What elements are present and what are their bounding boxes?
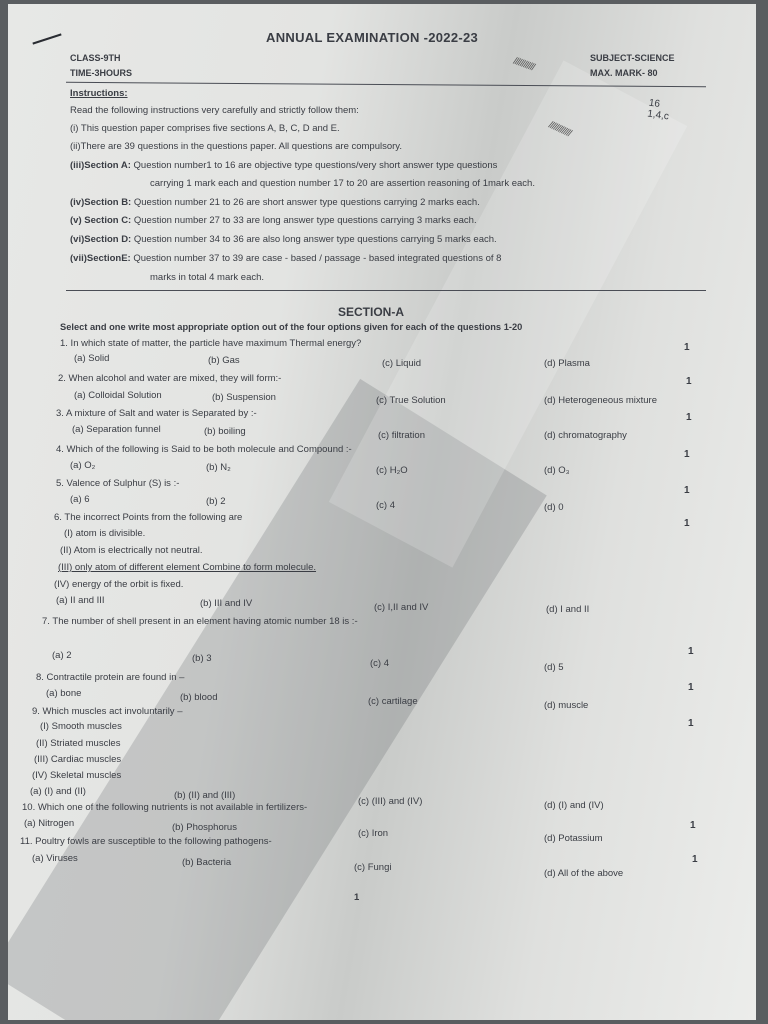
option-a: (a) 2 — [52, 650, 72, 661]
option-c: (c) H₂O — [376, 465, 408, 476]
question-1: 1. In which state of matter, the particle have maximum Thermal energy? — [60, 338, 362, 349]
option-a: (a) O₂ — [70, 460, 96, 471]
tick-marks-2: ///////////// — [546, 119, 573, 140]
question-5: 5. Valence of Sulphur (S) is :- — [56, 478, 180, 489]
option-d: (d) O₃ — [544, 465, 570, 476]
statement: (IV) energy of the orbit is fixed. — [54, 579, 184, 590]
option-c: (c) 4 — [370, 658, 389, 669]
option-b: (b) blood — [180, 692, 218, 703]
question-6: 6. The incorrect Points from the following are — [54, 512, 243, 523]
question-7: 7. The number of shell present in an element having atomic number 18 is :- — [42, 616, 358, 627]
option-d: (d) muscle — [544, 700, 589, 711]
marks-8: 1 — [688, 682, 694, 693]
photo-shadow — [8, 379, 547, 1020]
option-b: (b) Gas — [208, 355, 240, 366]
instructions-heading: Instructions: — [70, 88, 128, 99]
margin-note: 16 1,4,c — [646, 97, 670, 123]
instruction-item: (vii)SectionE: Question number 37 to 39 are case - based / passage - based integrated questions of 8 — [70, 253, 502, 264]
statement: (II) Striated muscles — [36, 738, 121, 749]
option-d: (d) 5 — [544, 662, 564, 673]
subject-label: SUBJECT-SCIENCE — [590, 53, 675, 63]
option-a: (a) Colloidal Solution — [74, 390, 162, 401]
section-directive: Select and one write most appropriate option out of the four options given for each of the questions 1-20 — [60, 322, 523, 332]
question-4: 4. Which of the following is Said to be both molecule and Compound :- — [56, 444, 352, 455]
option-c: (c) Iron — [358, 828, 389, 839]
statement: (III) only atom of different element Combine to form molecule. — [58, 562, 317, 573]
statement: (IV) Skeletal muscles — [32, 770, 122, 781]
option-a: (a) Solid — [74, 353, 110, 364]
option-b: (b) (II) and (III) — [174, 790, 236, 801]
option-c: (c) 4 — [376, 500, 395, 511]
option-b: (b) Bacteria — [182, 857, 232, 868]
marks-9: 1 — [688, 718, 694, 729]
marks-1: 1 — [684, 342, 690, 353]
option-d: (d) 0 — [544, 502, 564, 513]
marks-11: 1 — [692, 854, 698, 865]
question-3: 3. A mixture of Salt and water is Separated by :- — [56, 408, 257, 419]
option-b: (b) Suspension — [212, 392, 276, 403]
option-b: (b) III and IV — [200, 598, 253, 609]
option-a: (a) (I) and (II) — [30, 786, 86, 797]
marks-4: 1 — [684, 449, 690, 460]
option-c: (c) filtration — [378, 430, 425, 441]
exam-paper — [8, 4, 756, 1020]
instruction-item: (ii)There are 39 questions in the questions paper. All questions are compulsory. — [70, 141, 402, 152]
option-a: (a) bone — [46, 688, 82, 699]
statement: (II) Atom is electrically not neutral. — [60, 545, 203, 556]
option-a: (a) II and III — [56, 595, 105, 606]
marks-3: 1 — [686, 412, 692, 423]
instruction-item: (iii)Section A: Question number1 to 16 are objective type questions/very short answer type questions — [70, 160, 498, 171]
instruction-item: (vi)Section D: Question number 34 to 36 are also long answer type questions carrying 5 marks each. — [70, 234, 497, 245]
statement: (III) Cardiac muscles — [34, 754, 122, 765]
option-c: (c) cartilage — [368, 696, 418, 707]
option-c: (c) (III) and (IV) — [358, 796, 423, 807]
question-8: 8. Contractile protein are found in – — [36, 672, 185, 683]
option-a: (a) Separation funnel — [72, 424, 161, 435]
instruction-item: marks in total 4 mark each. — [150, 272, 265, 283]
statement: (I) Smooth muscles — [40, 721, 122, 732]
tick-marks: //////////// — [511, 55, 536, 74]
class-label: CLASS-9TH — [70, 53, 121, 63]
question-11: 11. Poultry fowls are susceptible to the following pathogens- — [20, 836, 272, 847]
option-a: (a) Viruses — [32, 853, 78, 864]
time-label: TIME-3HOURS — [70, 68, 133, 78]
instruction-item: (i) This question paper comprises five sections A, B, C, D and E. — [70, 123, 340, 134]
marks-7: 1 — [688, 646, 694, 657]
option-c: (c) I,II and IV — [374, 602, 429, 613]
marks-2: 1 — [686, 376, 692, 387]
marks-6: 1 — [684, 518, 690, 529]
option-d: (d) Plasma — [544, 358, 590, 369]
option-c: (c) True Solution — [376, 395, 446, 406]
option-b: (b) 2 — [206, 496, 226, 507]
option-d: (d) chromatography — [544, 430, 627, 441]
statement: (I) atom is divisible. — [64, 528, 146, 539]
option-d: (d) I and II — [546, 604, 590, 615]
instructions-intro: Read the following instructions very carefully and strictly follow them: — [70, 105, 359, 116]
option-c: (c) Liquid — [382, 358, 422, 369]
option-b: (b) 3 — [192, 653, 212, 664]
marks-5: 1 — [684, 485, 690, 496]
option-d: (d) Heterogeneous mixture — [544, 395, 657, 406]
section-title: SECTION-A — [338, 305, 404, 319]
header-divider — [66, 82, 706, 87]
page-number: 1 — [354, 892, 360, 903]
option-b: (b) boiling — [204, 426, 246, 437]
option-d: (d) Potassium — [544, 833, 603, 844]
instruction-item: (iv)Section B: Question number 21 to 26 are short answer type questions carrying 2 marks each. — [70, 197, 480, 208]
marks-10: 1 — [690, 820, 696, 831]
exam-title: ANNUAL EXAMINATION -2022-23 — [266, 30, 479, 45]
instructions-divider — [66, 290, 706, 291]
instruction-item: carrying 1 mark each and question number 17 to 20 are assertion reasoning of 1mark each. — [150, 178, 535, 189]
question-10: 10. Which one of the following nutrients is not available in fertilizers- — [22, 802, 308, 813]
max-marks-label: MAX. MARK- 80 — [590, 68, 658, 78]
question-2: 2. When alcohol and water are mixed, they will form:- — [58, 373, 282, 384]
instruction-item: (v) Section C: Question number 27 to 33 are long answer type questions carrying 3 marks each. — [70, 215, 477, 226]
option-a: (a) 6 — [70, 494, 90, 505]
option-d: (d) All of the above — [544, 868, 624, 879]
pen-mark — [32, 33, 61, 44]
option-b: (b) Phosphorus — [172, 822, 237, 833]
option-b: (b) N₂ — [206, 462, 231, 473]
option-c: (c) Fungi — [354, 862, 392, 873]
option-d: (d) (I) and (IV) — [544, 800, 604, 811]
question-9: 9. Which muscles act involuntarily – — [32, 706, 183, 717]
option-a: (a) Nitrogen — [24, 818, 75, 829]
